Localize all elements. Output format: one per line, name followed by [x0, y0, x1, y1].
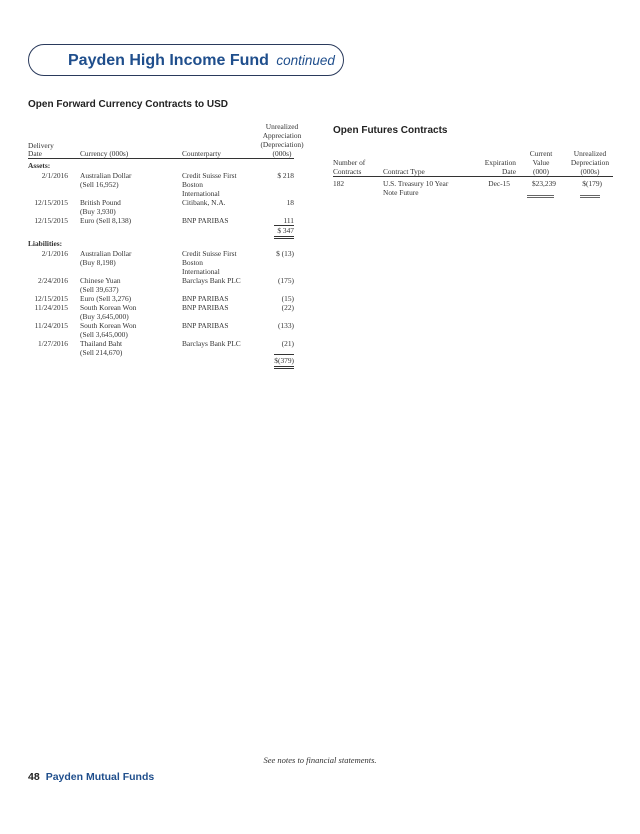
col-header-unrealized-2: Appreciation: [262, 131, 302, 140]
col-header-unrealized-1: Unrealized: [265, 122, 299, 131]
unrealized-value: $ (13): [276, 249, 294, 258]
delivery-date: 12/15/2015: [34, 198, 68, 207]
fund-name: Payden High Income Fund: [68, 52, 269, 69]
counterparty-line: Credit Suisse First: [182, 171, 237, 180]
currency-line: Australian Dollar: [80, 171, 132, 180]
col-header-unrealized-4: (000s): [272, 149, 292, 158]
unrealized-value: (15): [281, 294, 294, 303]
total-double-rule-top: [527, 195, 554, 196]
col-header-unrealized-2: Depreciation: [570, 158, 610, 167]
delivery-date: 12/15/2015: [34, 294, 68, 303]
contract-type-line: Note Future: [383, 188, 419, 197]
col-header-current-1: Current: [529, 149, 553, 158]
unrealized-value: 18: [286, 198, 294, 207]
unrealized-depreciation: $(179): [582, 179, 602, 188]
unrealized-value: (133): [277, 321, 294, 330]
counterparty-line: BNP PARIBAS: [182, 321, 229, 330]
counterparty-line: Boston: [182, 258, 203, 267]
expiration-date: Dec-15: [488, 179, 510, 188]
current-value: $23,239: [531, 179, 556, 188]
total-double-rule-top: [274, 236, 294, 237]
unrealized-value: 111: [283, 216, 294, 225]
counterparty-line: Credit Suisse First: [182, 249, 237, 258]
col-header-unrealized-3: (000s): [580, 167, 600, 176]
currency-line: Euro (Sell 8,138): [80, 216, 132, 225]
currency-line: British Pound: [80, 198, 121, 207]
col-header-current-2: Value: [532, 158, 550, 167]
delivery-date: 12/15/2015: [34, 216, 68, 225]
unrealized-value: (175): [277, 276, 294, 285]
number-of-contracts: 182: [333, 179, 345, 188]
unrealized-value: (21): [281, 339, 294, 348]
assets-total: $ 347: [277, 226, 294, 235]
currency-line: (Buy 3,930): [80, 207, 116, 216]
delivery-date: 1/27/2016: [38, 339, 68, 348]
contract-type-line: U.S. Treasury 10 Year: [383, 179, 449, 188]
header-rule: [333, 176, 613, 177]
col-header-contract-type: Contract Type: [383, 167, 425, 176]
counterparty-line: BNP PARIBAS: [182, 216, 229, 225]
currency-line: (Sell 3,645,000): [80, 330, 128, 339]
counterparty-line: Barclays Bank PLC: [182, 276, 241, 285]
page-number: 48: [28, 771, 40, 783]
unrealized-value: (22): [281, 303, 294, 312]
counterparty-line: Boston: [182, 180, 203, 189]
delivery-date: 2/1/2016: [41, 171, 68, 180]
currency-line: (Buy 8,198): [80, 258, 116, 267]
counterparty-line: BNP PARIBAS: [182, 303, 229, 312]
counterparty-line: Barclays Bank PLC: [182, 339, 241, 348]
currency-line: South Korean Won: [80, 303, 137, 312]
currency-line: (Sell 16,952): [80, 180, 119, 189]
currency-line: (Sell 214,670): [80, 348, 123, 357]
total-double-rule-top: [580, 195, 600, 196]
liabilities-label: Liabilities:: [28, 239, 63, 248]
delivery-date: 2/24/2016: [38, 276, 68, 285]
total-double-rule-bottom: [274, 238, 294, 239]
currency-line: Chinese Yuan: [80, 276, 121, 285]
fund-title: [68, 52, 335, 70]
counterparty-line: International: [182, 189, 220, 198]
col-header-currency: Currency (000s): [80, 149, 129, 158]
total-double-rule-top: [274, 366, 294, 367]
counterparty-line: International: [182, 267, 220, 276]
total-double-rule-bottom: [580, 197, 600, 198]
total-double-rule-bottom: [527, 197, 554, 198]
col-header-delivery-2: Date: [28, 149, 42, 158]
currency-line: Thailand Baht: [80, 339, 123, 348]
page-footer: [28, 771, 154, 783]
currency-line: Euro (Sell 3,276): [80, 294, 132, 303]
header-rule: [28, 158, 294, 159]
col-header-counterparty: Counterparty: [182, 149, 221, 158]
delivery-date: 2/1/2016: [41, 249, 68, 258]
col-header-expiration-2: Date: [502, 167, 516, 176]
currency-line: (Buy 3,645,000): [80, 312, 129, 321]
counterparty-line: Citibank, N.A.: [182, 198, 226, 207]
col-header-unrealized-3: (Depreciation): [260, 140, 304, 149]
financial-statements-note: See notes to financial statements.: [263, 755, 377, 765]
col-header-unrealized-1: Unrealized: [573, 149, 607, 158]
total-double-rule-bottom: [274, 368, 294, 369]
col-header-number-1: Number of: [333, 158, 366, 167]
delivery-date: 11/24/2015: [34, 303, 68, 312]
assets-label: Assets:: [28, 161, 51, 170]
delivery-date: 11/24/2015: [34, 321, 68, 330]
futures-section-title: Open Futures Contracts: [333, 125, 448, 136]
currency-line: South Korean Won: [80, 321, 137, 330]
liabilities-total: $(379): [274, 356, 294, 365]
unrealized-value: $ 218: [277, 171, 294, 180]
counterparty-line: BNP PARIBAS: [182, 294, 229, 303]
col-header-current-3: (000): [532, 167, 549, 176]
forwards-section-title: Open Forward Currency Contracts to USD: [28, 99, 229, 110]
col-header-number-2: Contracts: [333, 167, 362, 176]
col-header-delivery-1: Delivery: [28, 141, 54, 150]
currency-line: (Sell 39,637): [80, 285, 119, 294]
currency-line: Australian Dollar: [80, 249, 132, 258]
publisher-name: Payden Mutual Funds: [45, 771, 155, 783]
subtotal-rule: [274, 354, 294, 355]
continued-label: continued: [276, 53, 335, 68]
col-header-expiration-1: Expiration: [484, 158, 516, 167]
